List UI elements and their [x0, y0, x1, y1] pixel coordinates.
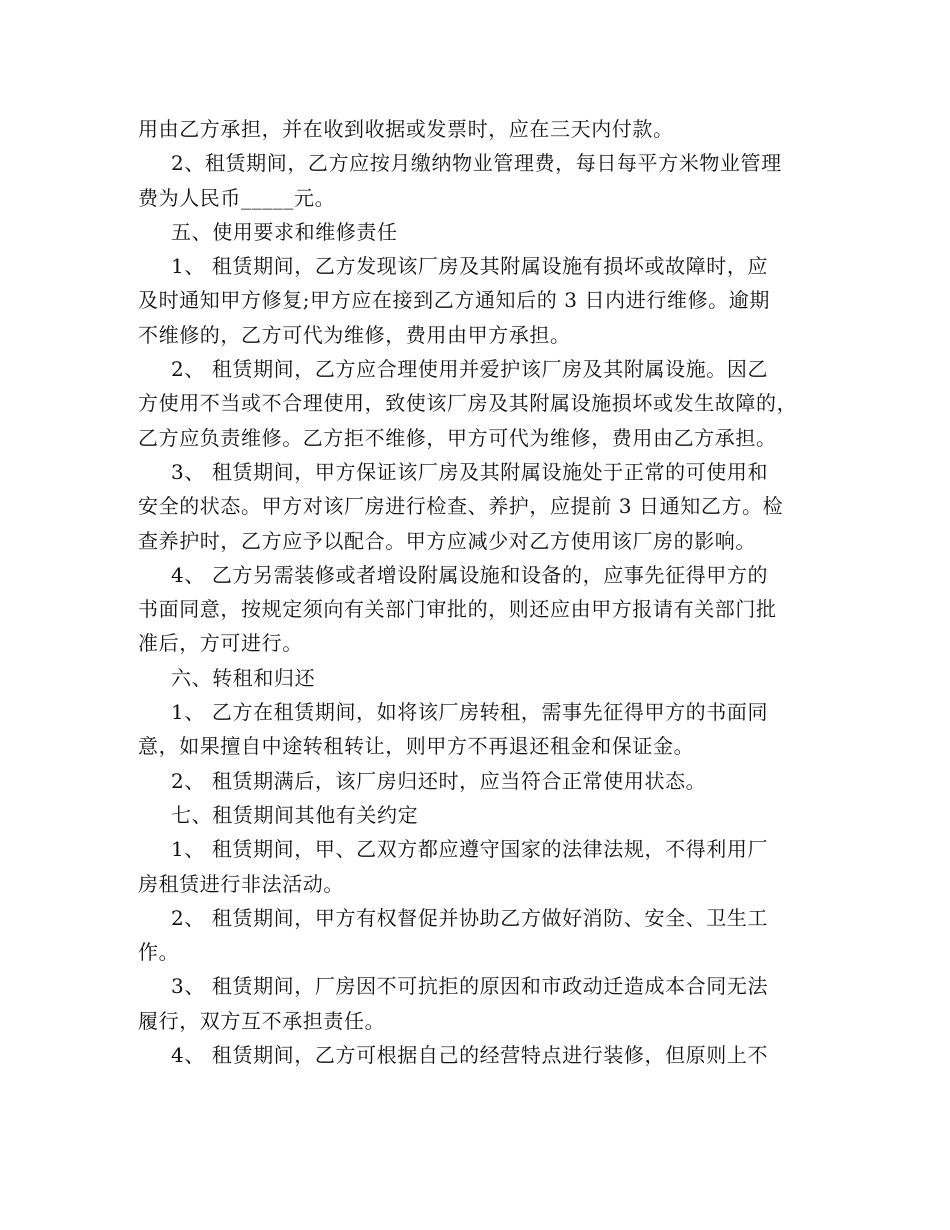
text-line: 1、 租赁期间，甲、乙双方都应遵守国家的法律法规，不得利用厂: [171, 837, 769, 862]
text-line: 2、 租赁期间，甲方有权督促并协助乙方做好消防、安全、卫生工: [171, 905, 769, 930]
text-line: 书面同意，按规定须向有关部门审批的，则还应由甲方报请有关部门批: [138, 597, 777, 622]
text-line: 3、 租赁期间，甲方保证该厂房及其附属设施处于正常的可使用和: [171, 459, 769, 484]
text-line: 1、 租赁期间，乙方发现该厂房及其附属设施有损坏或故障时，应: [171, 254, 769, 279]
text-line: 五、使用要求和维修责任: [171, 219, 398, 244]
text-line: 房租赁进行非法活动。: [138, 871, 344, 896]
text-line: 准后，方可进行。: [138, 631, 303, 656]
text-line: 履行，双方互不承担责任。: [138, 1008, 386, 1033]
text-line: 作。: [138, 940, 180, 965]
document-body: [138, 112, 818, 1072]
text-line: 1、 乙方在租赁期间，如将该厂房转租，需事先征得甲方的书面同: [171, 700, 769, 725]
text-line: 4、 租赁期间，乙方可根据自己的经营特点进行装修，但原则上不: [171, 1043, 769, 1068]
text-line: 不维修的，乙方可代为维修，费用由甲方承担。: [138, 322, 571, 347]
text-line: 用由乙方承担，并在收到收据或发票时，应在三天内付款。: [138, 117, 674, 141]
text-line: 意，如果擅自中途转租转让，则甲方不再退还租金和保证金。: [138, 734, 695, 759]
text-line: 方使用不当或不合理使用，致使该厂房及其附属设施损坏或发生故障的，: [138, 391, 798, 416]
text-line: 乙方应负责维修。乙方拒不维修，甲方可代为维修，费用由乙方承担。: [138, 425, 777, 450]
text-line: 及时通知甲方修复;甲方应在接到乙方通知后的 3 日内进行维修。逾期: [138, 288, 770, 313]
text-line: 3、 租赁期间，厂房因不可抗拒的原因和市政动迁造成本合同无法: [171, 974, 769, 999]
text-line: 七、租赁期间其他有关约定: [171, 802, 419, 827]
text-line: 费为人民币_____元。: [138, 185, 336, 210]
text-line: 2、 租赁期间，乙方应合理使用并爱护该厂房及其附属设施。因乙: [171, 357, 769, 382]
text-line: 2、 租赁期满后，该厂房归还时，应当符合正常使用状态。: [171, 768, 707, 793]
text-line: 4、 乙方另需装修或者增设附属设施和设备的，应事先征得甲方的: [171, 562, 769, 587]
text-line: 安全的状态。甲方对该厂房进行检查、养护，应提前 3 日通知乙方。检: [138, 494, 784, 519]
text-line: 六、转租和归还: [171, 665, 316, 690]
text-line: 2、租赁期间，乙方应按月缴纳物业管理费，每日每平方米物业管理: [171, 151, 782, 176]
text-line: 查养护时，乙方应予以配合。甲方应减少对乙方使用该厂房的影响。: [138, 528, 756, 553]
